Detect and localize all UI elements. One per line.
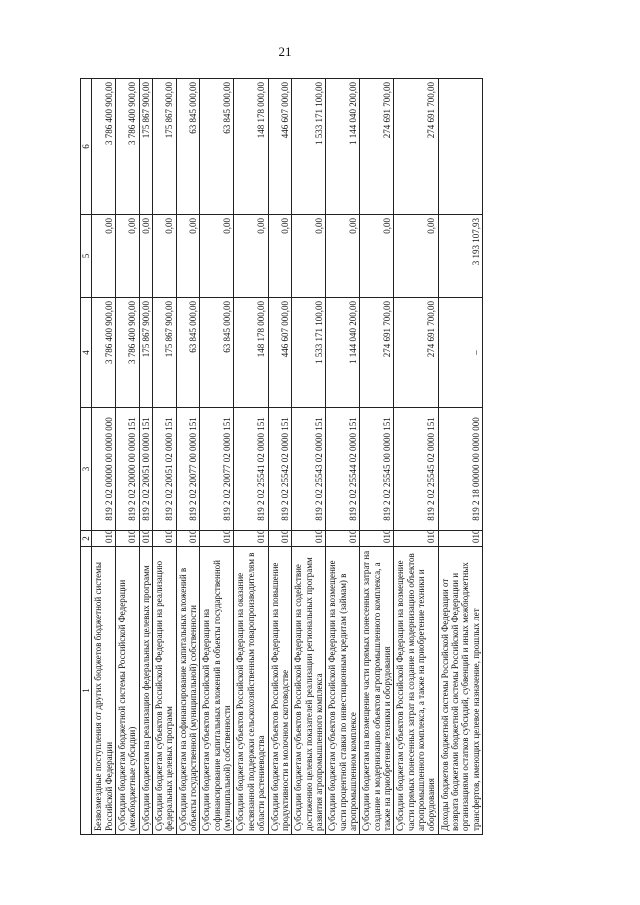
row-col6-cell: 446 607 000,00	[268, 79, 292, 215]
row-admin-cell: 010	[326, 531, 360, 547]
row-admin-cell: 010	[268, 531, 292, 547]
row-col4-cell: 63 845 000,00	[176, 298, 200, 408]
row-admin-cell: 010	[394, 531, 438, 547]
row-admin-cell: 010	[153, 531, 177, 547]
row-code-cell: 819 2 02 20077 02 0000 151	[200, 408, 234, 531]
row-code-cell: 819 2 02 20051 02 0000 151	[153, 408, 177, 531]
table-row	[360, 79, 394, 835]
row-col6-cell: 175 867 900,00	[139, 79, 152, 215]
row-col4-cell: 274 691 700,00	[360, 298, 394, 408]
header-col-4: 4	[81, 298, 92, 408]
row-col5-cell: 3 193 107,93	[438, 215, 482, 298]
row-col5-cell: 0,00	[92, 215, 116, 298]
row-col5-cell: 0,00	[360, 215, 394, 298]
row-name-cell: Субсидии бюджетам бюджетной системы Российской Федерации (межбюджетные субсидии)	[116, 547, 140, 835]
table-row	[92, 79, 116, 835]
row-col5-cell: 0,00	[176, 215, 200, 298]
row-col5-cell: 0,00	[200, 215, 234, 298]
row-name-cell: Субсидии бюджетам субъектов Российской Федерации на реализацию федеральных целевых программ	[153, 547, 177, 835]
row-col6-cell: 274 691 700,00	[360, 79, 394, 215]
row-col5-cell: 0,00	[153, 215, 177, 298]
row-code-cell: 819 2 02 20051 00 0000 151	[139, 408, 152, 531]
row-col6-cell: 63 845 000,00	[200, 79, 234, 215]
row-col6-cell: 274 691 700,00	[394, 79, 438, 215]
row-code-cell: 819 2 02 25543 02 0000 151	[292, 408, 326, 531]
page-number: 21	[278, 44, 292, 59]
row-admin-cell: 010	[234, 531, 268, 547]
row-col6-cell: 63 845 000,00	[176, 79, 200, 215]
table-row	[292, 79, 326, 835]
row-name-cell: Субсидии бюджетам субъектов Российской Федерации на возмещение части прямых понесенных затрат на создание и модернизацию объектов агропромышленного комплекса, а также на приобретение техники и оборудования	[394, 547, 438, 835]
row-name-cell: Субсидии бюджетам на софинансирование капитальных вложений в объекты государственной (муниципальной) собственности	[176, 547, 200, 835]
row-code-cell: 819 2 02 25541 02 0000 151	[234, 408, 268, 531]
table-row	[200, 79, 234, 835]
rotated-table-container	[80, 79, 535, 835]
row-col6-cell: 1 144 040 200,00	[326, 79, 360, 215]
row-name-cell: Безвозмездные поступления от других бюджетов бюджетной системы Российской Федерации	[92, 547, 116, 835]
row-col5-cell: 0,00	[234, 215, 268, 298]
row-code-cell: 819 2 02 25545 00 0000 151	[360, 408, 394, 531]
row-name-cell: Субсидии бюджетам субъектов Российской Федерации на содействие достижению целевых показателей реализации региональных программ развития агропромышленного комплекса	[292, 547, 326, 835]
table-row	[438, 79, 482, 835]
row-code-cell: 819 2 02 25545 02 0000 151	[394, 408, 438, 531]
table-body	[92, 79, 483, 835]
row-col6-cell: 148 178 000,00	[234, 79, 268, 215]
row-col4-cell: 3 786 400 900,00	[116, 298, 140, 408]
table-row	[116, 79, 140, 835]
row-col5-cell: 0,00	[139, 215, 152, 298]
row-col5-cell: 0,00	[326, 215, 360, 298]
row-col6-cell: 3 786 400 900,00	[116, 79, 140, 215]
row-name-cell: Субсидии бюджетам субъектов Российской Федерации на софинансирование капитальных вложений в объекты государственной (муниципальной) собственности	[200, 547, 234, 835]
table-row	[139, 79, 152, 835]
row-col6-cell: 3 786 400 900,00	[92, 79, 116, 215]
header-col-1: 1	[81, 547, 92, 835]
row-code-cell: 819 2 02 25542 02 0000 151	[268, 408, 292, 531]
row-admin-cell: 010	[438, 531, 482, 547]
row-col4-cell: 1 533 171 100,00	[292, 298, 326, 408]
row-code-cell: 819 2 02 20000 00 0000 151	[116, 408, 140, 531]
header-col-3: 3	[81, 408, 92, 531]
table-row	[326, 79, 360, 835]
table-row	[176, 79, 200, 835]
row-col5-cell: 0,00	[268, 215, 292, 298]
row-admin-cell: 010	[92, 531, 116, 547]
row-admin-cell: 010	[360, 531, 394, 547]
row-name-cell: Доходы бюджетов бюджетной системы Российской Федерации от возврата бюджетами бюджетной системы Российской Федерации и организациями остатков субсидий, субвенций и иных межбюджетных трансфертов, имеющих целевое назначение, прошлых лет	[438, 547, 482, 835]
row-col5-cell: 0,00	[394, 215, 438, 298]
row-col4-cell: 148 178 000,00	[234, 298, 268, 408]
row-col4-cell: 446 607 000,00	[268, 298, 292, 408]
table-row	[234, 79, 268, 835]
row-name-cell: Субсидии бюджетам субъектов Российской Федерации на возмещение части процентной ставки по инвестиционным кредитам (займам) в агропромышленном комплексе	[326, 547, 360, 835]
row-col4-cell: 63 845 000,00	[200, 298, 234, 408]
row-col4-cell: 175 867 900,00	[153, 298, 177, 408]
table-row	[394, 79, 438, 835]
revenue-table	[80, 78, 483, 835]
row-col6-cell: 1 533 171 100,00	[292, 79, 326, 215]
header-col-5: 5	[81, 215, 92, 298]
row-code-cell: 819 2 18 00000 00 0000 000	[438, 408, 482, 531]
row-col4-cell: –	[438, 298, 482, 408]
table-row	[153, 79, 177, 835]
row-code-cell: 819 2 02 25544 02 0000 151	[326, 408, 360, 531]
row-admin-cell: 010	[200, 531, 234, 547]
row-admin-cell: 010	[139, 531, 152, 547]
row-col4-cell: 175 867 900,00	[139, 298, 152, 408]
row-name-cell: Субсидии бюджетам субъектов Российской Федерации на оказание несвязанной поддержки сельскохозяйственным товаропроизводителям в области растениеводства	[234, 547, 268, 835]
row-admin-cell: 010	[176, 531, 200, 547]
row-code-cell: 819 2 02 20077 00 0000 151	[176, 408, 200, 531]
header-col-2: 2	[81, 531, 92, 547]
table-header-row	[81, 79, 92, 835]
row-name-cell: Субсидии бюджетам на реализацию федеральных целевых программ	[139, 547, 152, 835]
row-col6-cell	[438, 79, 482, 215]
row-name-cell: Субсидии бюджетам на возмещение части прямых понесенных затрат на создание и модернизацию объектов агропромышленного комплекса, а также на приобретение техники и оборудования	[360, 547, 394, 835]
row-admin-cell: 010	[116, 531, 140, 547]
row-col6-cell: 175 867 900,00	[153, 79, 177, 215]
row-col4-cell: 1 144 040 200,00	[326, 298, 360, 408]
row-col4-cell: 274 691 700,00	[394, 298, 438, 408]
row-col5-cell: 0,00	[116, 215, 140, 298]
row-name-cell: Субсидии бюджетам субъектов Российской Федерации на повышение продуктивности в молочном скотоводстве	[268, 547, 292, 835]
row-col5-cell: 0,00	[292, 215, 326, 298]
table-row	[268, 79, 292, 835]
row-admin-cell: 010	[292, 531, 326, 547]
row-col4-cell: 3 786 400 900,00	[92, 298, 116, 408]
row-code-cell: 819 2 02 00000 00 0000 000	[92, 408, 116, 531]
header-col-6: 6	[81, 79, 92, 215]
